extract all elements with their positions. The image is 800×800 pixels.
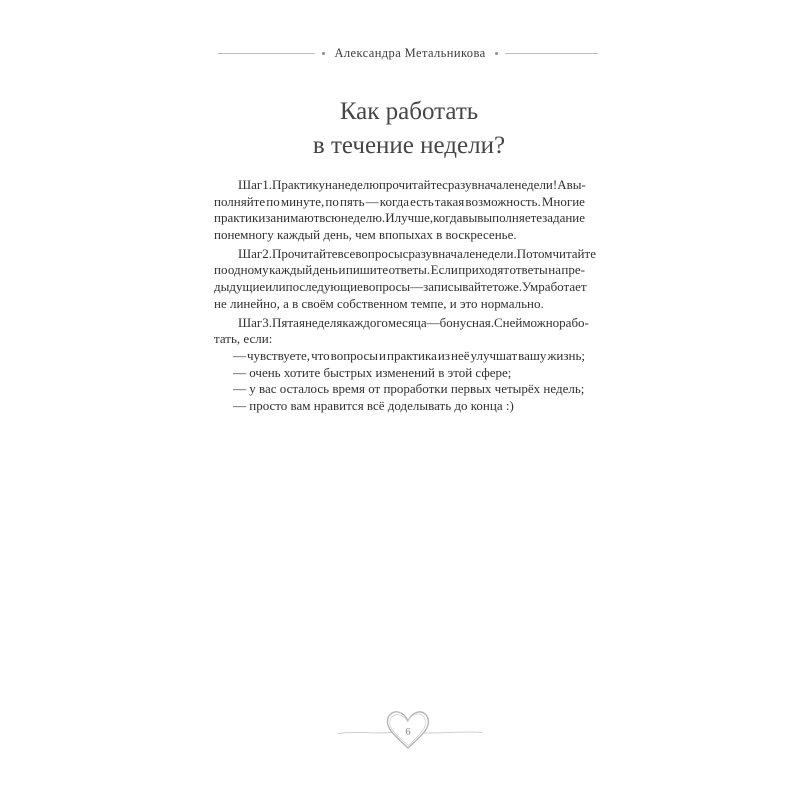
- text-line: не линейно, а в своём собственном темпе, и это нормально.: [214, 295, 544, 311]
- chapter-title: [9, 95, 800, 163]
- text-line: Шаг 2. Прочитайте все вопросы сразу в начале недели. Потом читайте: [238, 245, 596, 261]
- text-line: понемногу каждый день, чем впопыхах в воскресенье.: [214, 227, 517, 243]
- text-line: — очень хотите быстрых изменений в этой сфере;: [233, 364, 512, 380]
- text-line: — чувствуете, что вопросы и практика из неё улучшат вашу жизнь;: [233, 347, 585, 363]
- text-line: — у вас осталось время от проработки первых четырёх недель;: [233, 381, 585, 397]
- text-line: полняйте по минуте, по пять — когда есть такая возможность. Многие: [214, 193, 585, 209]
- separator-dot-icon: [322, 52, 325, 55]
- paragraph: [214, 314, 589, 415]
- text-line: тать, если:: [214, 331, 273, 347]
- text-line: дыдущие или последующие вопросы — записывайте тоже. Ум работает: [214, 279, 587, 295]
- page-footer: [330, 702, 490, 758]
- text-line: по одному каждый день и пишите ответы. Если приходят ответы на пре-: [214, 262, 585, 278]
- paragraph: [214, 177, 585, 244]
- text-line: практики занимают всю неделю. И лучше, когда вы выполняете задание: [214, 210, 586, 226]
- body-text: [214, 177, 596, 415]
- decorative-rule-right: [505, 53, 598, 54]
- text-line: Шаг 3. Пятая неделя каждого месяца — бонусная. С ней можно рабо-: [238, 314, 589, 330]
- text-line: Шаг 1. Практику на неделю прочитайте сразу в начале недели! А вы-: [238, 177, 586, 192]
- paragraph: [214, 245, 596, 313]
- author-name: Александра Метальникова: [334, 46, 486, 60]
- separator-dot-icon: [495, 52, 498, 55]
- text-line: — просто вам нравится всё доделывать до конца :): [233, 397, 514, 413]
- chapter-title-line-1: Как работать: [339, 98, 479, 125]
- running-head: [8, 46, 800, 61]
- chapter-title-line-2: в течение недели?: [312, 132, 506, 159]
- decorative-rule-left: [218, 53, 315, 54]
- page-number: 6: [405, 727, 411, 738]
